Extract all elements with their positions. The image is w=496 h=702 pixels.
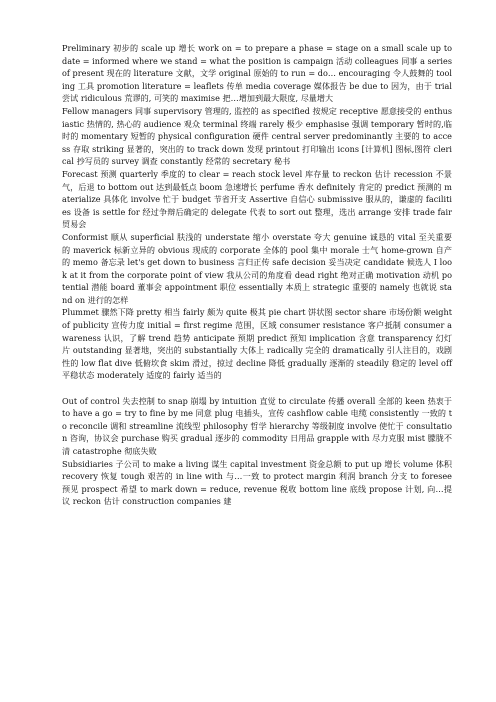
paragraph-plummet: Plummet 骤然下降 pretty 相当 fairly 颇为 quite 极其 pie chart 饼状图 sector share 市场份额 weight of publicity 宣传力度 initial = first regime 范围，区域 consumer resistance 客户抵制 consumer awareness 认识，了解 trend 趋势 anticipate 预期 predict 预知 implication 含意 transparency 幻灯片 outstanding 显著地，突出的 substantially 大体上 radically 完全的 dramatically 引人注目的，戏剧性的 low flat dive 低俯坎食 skim 滑过，掠过 decline 降低 gradually 逐渐的 steadily 稳定的 level off 平稳状态 moderately 适度的 fairly 适当的 [62,307,452,381]
paragraph-out-of-control: Out of control 失去控制 to snap 崩塌 by intuition 直觉 to circulate 传播 overall 全部的 keen 热衷于 to have a go = try to fine by me 同意 plug 电插头，宣传 cashflow cable 电缆 consistently 一致的 to reconcile 调和 streamline 流线型 philosophy 哲学 hierarchy 等级制度 involve 使忙于 consultation 咨询，协议会 purchase 购买 gradual 逐步的 commodity 日用品 grapple with 尽力克服 mist 朦胧不清 catastrophe 彻底失败 [62,395,452,456]
paragraph-forecast: Forecast 预测 quarterly 季度的 to clear = reach stock level 库存量 to reckon 估计 recession 不景气，后退 to bottom out 达到最低点 boom 急速增长 perfume 香水 definitely 肯定的 predict 预测的 materialize 具体化 involve 忙于 budget 节省开支 Assertive 自信心 submissive 服从的，谦虚的 facilities 设备 is settle for 经过争辩后确定的 delegate 代表 to sort out 整理，选出 arrange 安排 trade fair 贸易会 [62,168,452,230]
paragraph-subsidiaries: Subsidiaries 子公司 to make a living 谋生 capital investment 资金总额 to put up 增长 volume 体积 recovery 恢复 tough 艰苦的 in line with 与…一致 to protect margin 利润 branch 分支 to foresee 预见 prospect 希望 to mark down = reduce, revenue 税收 bottom line 底线 propose 计划, 向…提议 reckon 估计 construction companies 建 [62,458,452,507]
paragraph-preliminary: Preliminary 初步的 scale up 增长 work on = to prepare a phase = stage on a small scale up to date = informed where we stand = what the position is campaign 活动 colleagues 同事 a series of present 现在的 literature 文献，文学 original 原始的 to run = do… encouraging 令人鼓舞的 tooling 工具 promotion literature = leaflets 传单 media coverage 媒体报告 be due to 因为，由于 trial 尝试 ridiculous 荒谬的, 可笑的 maximise 把…增加到最大限度, 尽量增大 [62,43,452,104]
paragraph-conformist: Conformist 顺从 superficial 肤浅的 understate 缩小 overstate 夸大 genuine 诚恳的 vital 至关重要的 maverick 标新立异的 obvious 现成的 corporate 全体的 pool 集中 morale 士气 home-grown 自产的 memo 备忘录 let's get down to business 言归正传 safe decision 妥当决定 candidate 候选人 I look at it from the corporate point of view 我从公司的角度看 dead right 绝对正确 motivation 动机 potential 潜能 board 董事会 appointment 职位 essentially 本质上 strategic 重要的 namely 也就说 stand on 进行的怎样 [62,231,452,305]
paragraph-fellow-managers: Fellow managers 同事 supervisory 管理的, 监控的 as specified 按规定 receptive 愿意接受的 enthusiastic 热情的, 热心的 audience 观众 terminal 终端 rarely 极少 emphasise 强调 temporary 暂时的,临时的 momentary 短暂的 physical configuration 硬件 central server predominantly 主要的 to access 存取 striking 显著的，突出的 to track down 发现 printout 打印输出 icons [计算机] 图标,图符 clerical 抄写员的 survey 调查 constantly 经常的 secretary 秘书 [62,105,452,167]
paragraph-spacer [62,382,452,395]
